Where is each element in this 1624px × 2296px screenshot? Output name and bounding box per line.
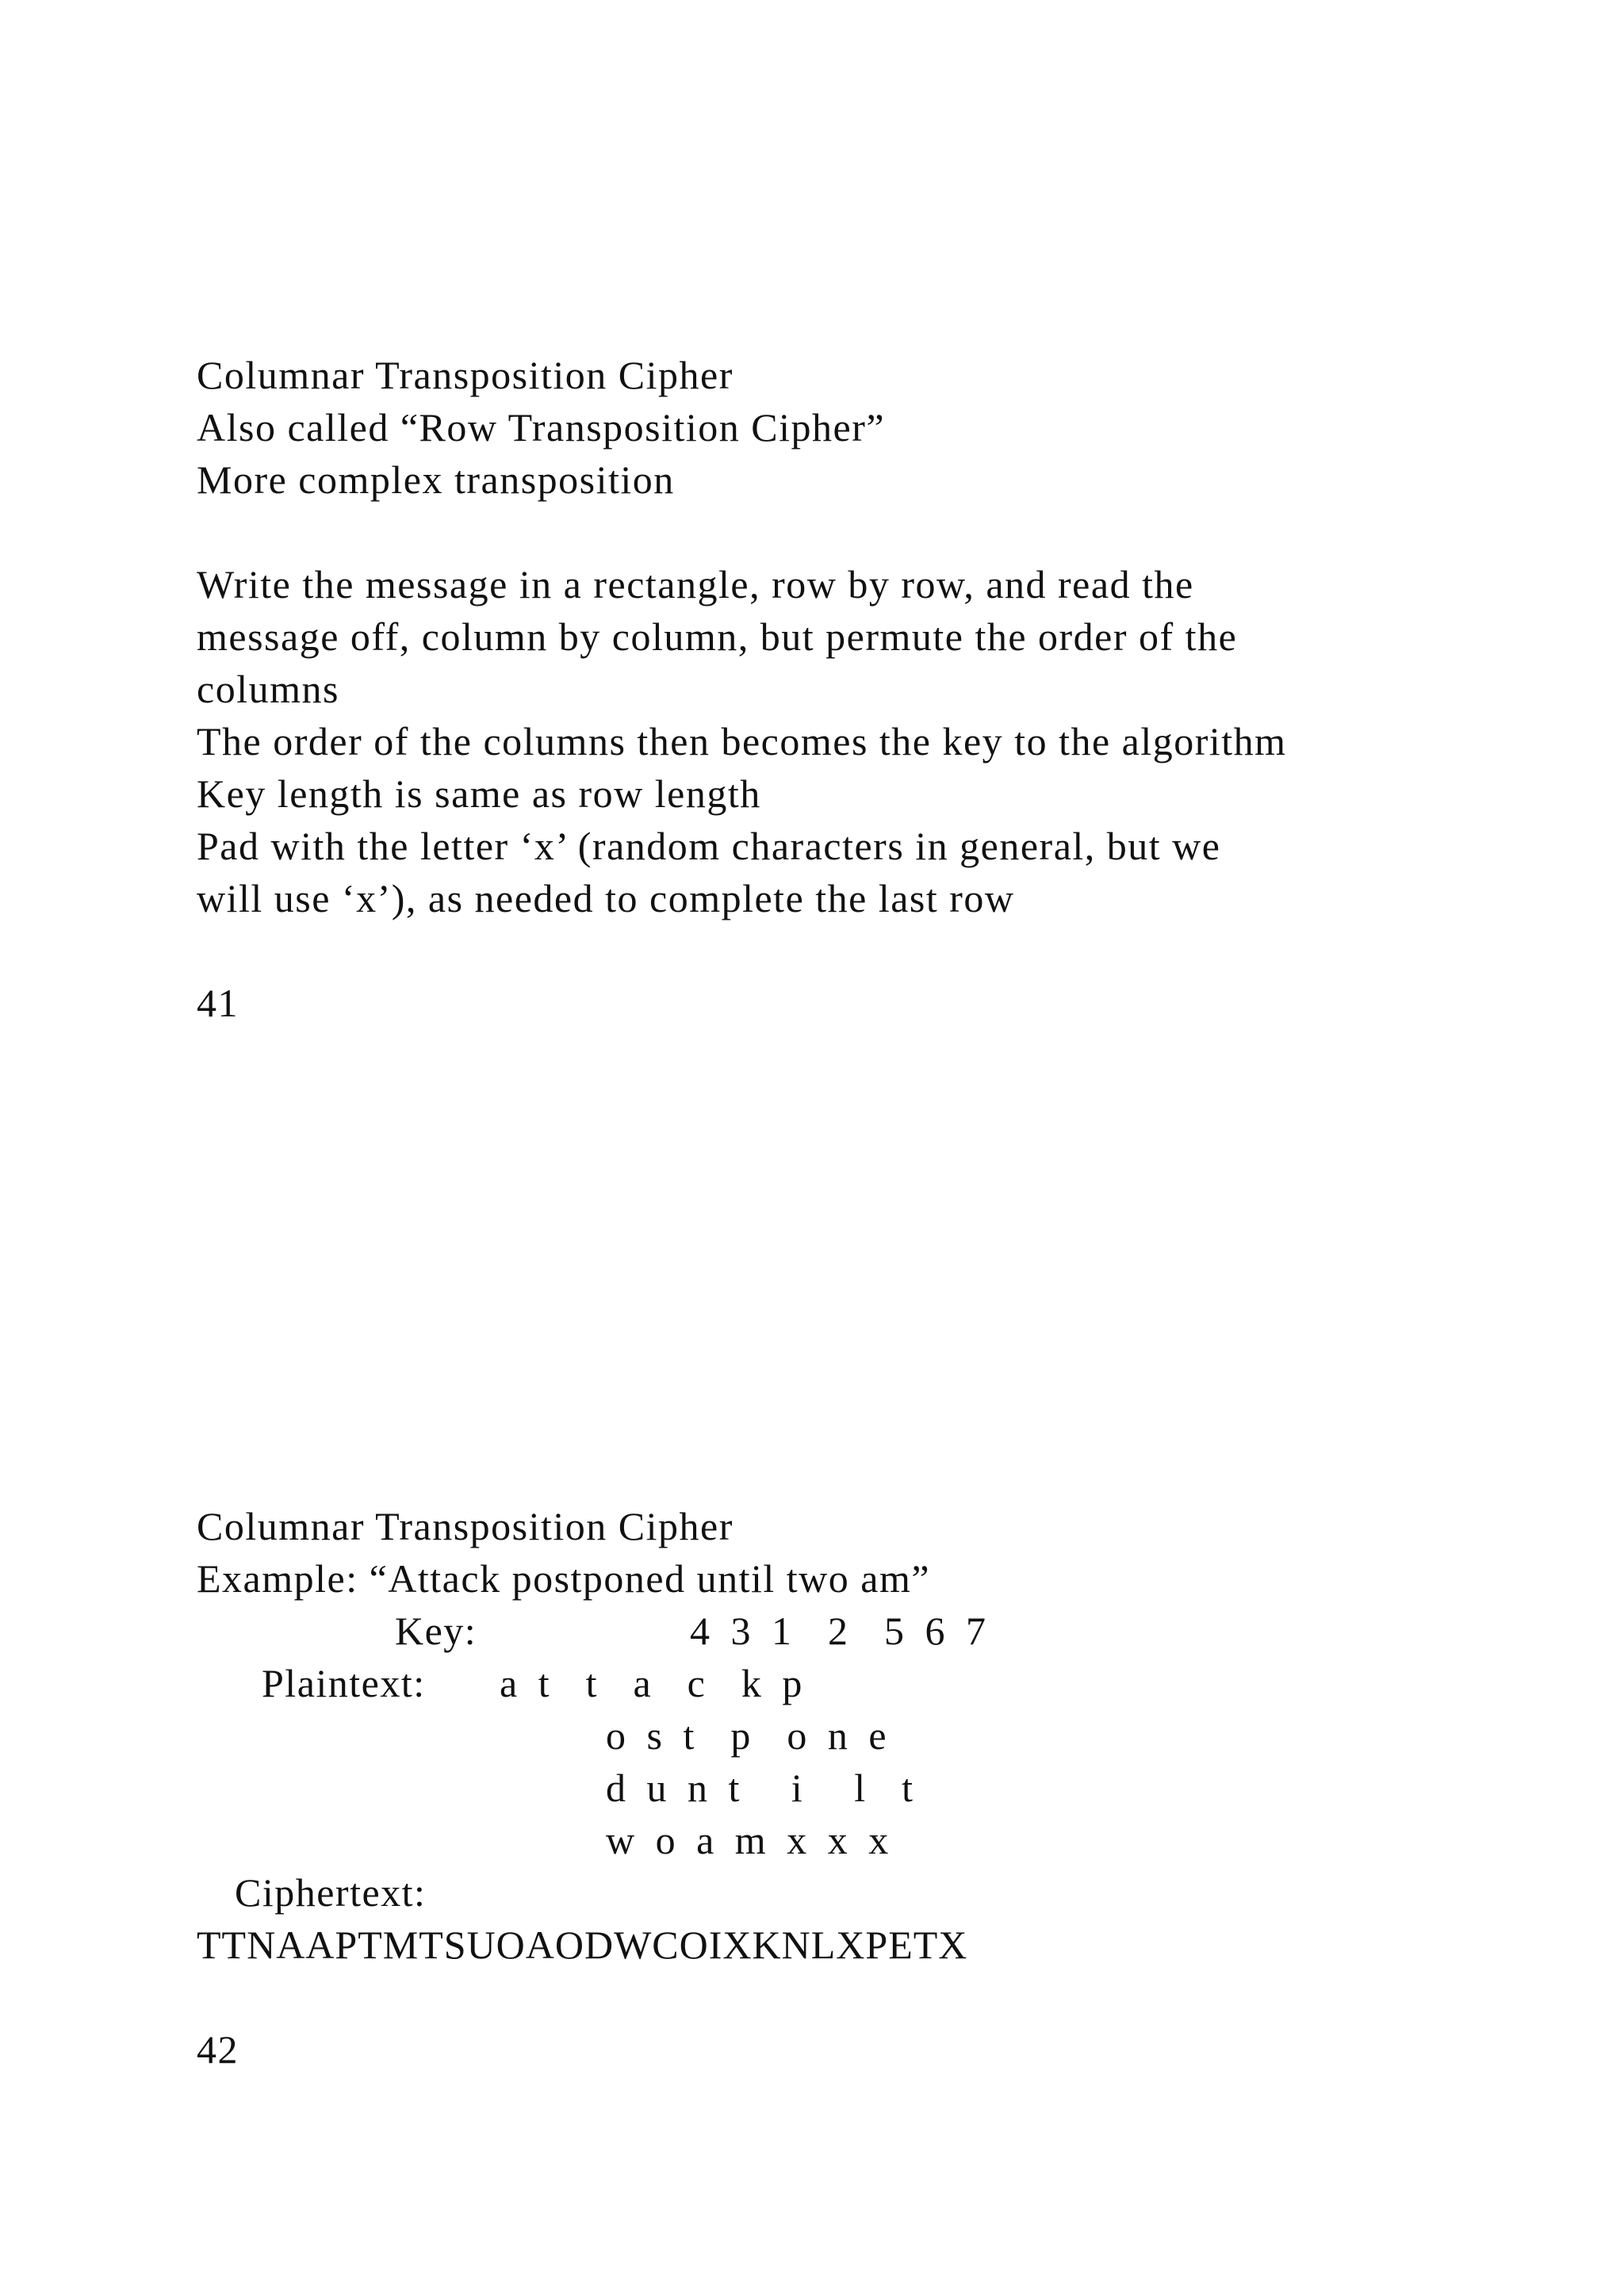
ciphertext-value: TTNAAPTMTSUOAODWCOIXKNLXPETX <box>197 1923 968 1967</box>
plaintext-row: o s t p o n e <box>606 1713 892 1758</box>
slide2-page-number: 42 <box>197 2027 239 2072</box>
slide1-paragraph-line: will use ‘x’), as needed to complete the last row <box>197 876 1015 920</box>
slide1-paragraph-line: message off, column by column, but permute the order of the <box>197 614 1238 659</box>
slide2-example: Example: “Attack postponed until two am” <box>197 1556 931 1601</box>
slide1-paragraph-line: Key length is same as row length <box>197 771 761 816</box>
ciphertext-label: Ciphertext: <box>235 1870 427 1915</box>
plaintext-row: d u n t i l t <box>606 1766 919 1810</box>
slide1-line3: More complex transposition <box>197 457 675 502</box>
slide1-title: Columnar Transposition Cipher <box>197 353 733 397</box>
slide1-paragraph-line: columns <box>197 667 339 711</box>
plaintext-row: w o a m x x x <box>606 1818 894 1862</box>
key-label: Key: <box>395 1609 477 1653</box>
slide1-paragraph-line: Write the message in a rectangle, row by row, and read the <box>197 562 1194 607</box>
plaintext-row: a t t a c k p <box>500 1661 808 1705</box>
key-values: 4 3 1 2 5 6 7 <box>690 1609 991 1653</box>
slide1-page-number: 41 <box>197 981 239 1025</box>
slide2-title: Columnar Transposition Cipher <box>197 1504 733 1548</box>
plaintext-label: Plaintext: <box>262 1661 426 1705</box>
slide1-paragraph-line: Pad with the letter ‘x’ (random characters in general, but we <box>197 824 1221 868</box>
slide1-paragraph-line: The order of the columns then becomes the key to the algorithm <box>197 719 1287 763</box>
slide1-subtitle: Also called “Row Transposition Cipher” <box>197 405 886 450</box>
